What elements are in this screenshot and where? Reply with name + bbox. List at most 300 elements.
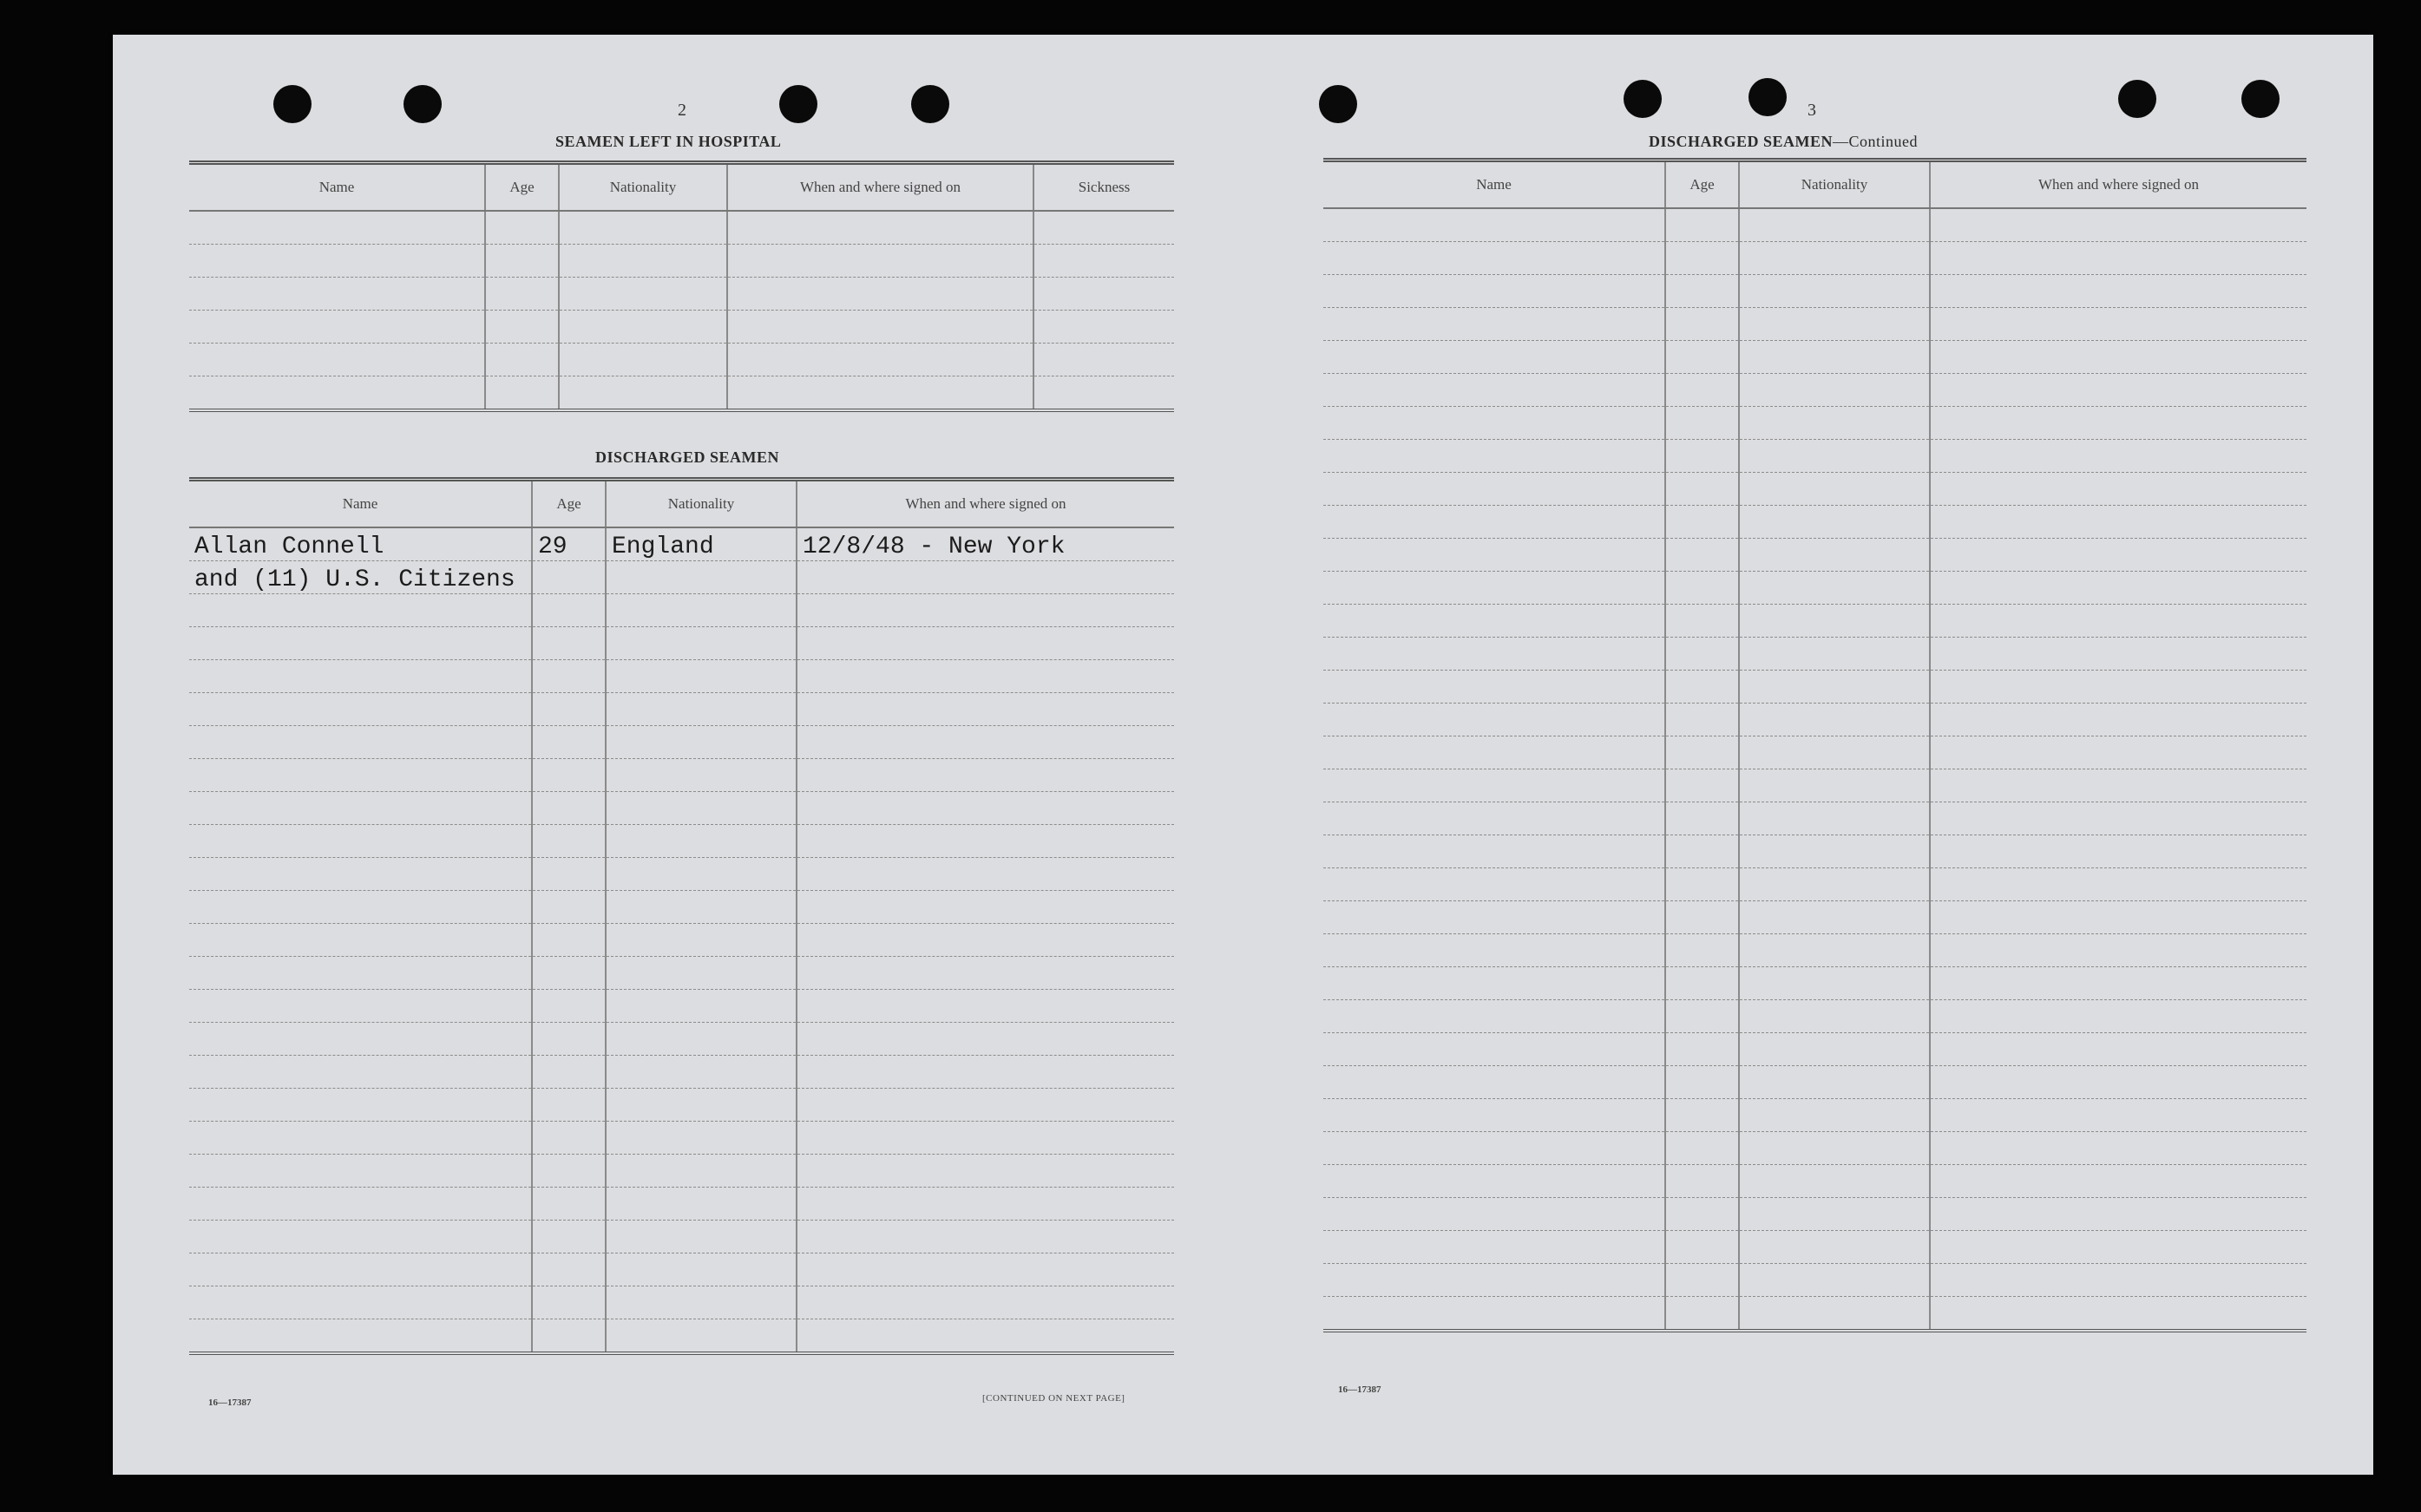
table-cell	[1930, 440, 2306, 473]
table-cell	[1323, 473, 1665, 506]
table-cell	[606, 924, 797, 957]
table-cell	[1739, 1231, 1930, 1264]
table-cell	[606, 1089, 797, 1122]
table-cell	[189, 627, 532, 660]
table-cell	[1930, 275, 2306, 308]
table-row	[189, 211, 1174, 245]
punch-hole	[1748, 78, 1787, 116]
table-cell	[1323, 1000, 1665, 1033]
table-cell	[1665, 704, 1739, 736]
table-cell	[606, 1188, 797, 1221]
table-cell	[797, 1188, 1174, 1221]
table-row	[1323, 208, 2306, 242]
table-cell	[1665, 1066, 1739, 1099]
table-cell	[1930, 934, 2306, 967]
manifest-sheet	[113, 35, 2373, 1475]
table-row	[1323, 374, 2306, 407]
table-cell	[606, 660, 797, 693]
table-cell	[1739, 1132, 1930, 1165]
table-row	[189, 1286, 1174, 1319]
table-cell	[1930, 572, 2306, 605]
punch-hole	[273, 85, 312, 123]
table-cell	[1739, 736, 1930, 769]
table-cell	[559, 211, 727, 245]
table-cell	[1323, 1099, 1665, 1132]
table-cell	[1739, 1033, 1930, 1066]
table-cell	[532, 594, 606, 627]
table-cell	[485, 311, 559, 344]
table-cell	[797, 1221, 1174, 1253]
table-cell	[1033, 311, 1174, 344]
table-cell	[1739, 1000, 1930, 1033]
table-cell	[1930, 208, 2306, 242]
table-cell	[1665, 374, 1739, 407]
table-cell	[189, 1056, 532, 1089]
table-cell	[1930, 967, 2306, 1000]
table-row	[189, 957, 1174, 990]
discharged-col-header: When and where signed on	[797, 480, 1174, 528]
table-cell	[797, 561, 1174, 594]
table-row	[1323, 802, 2306, 835]
table-cell	[1033, 344, 1174, 376]
table-cell	[1739, 506, 1930, 539]
table-row	[189, 1221, 1174, 1253]
table-cell	[1930, 308, 2306, 341]
table-row	[189, 1188, 1174, 1221]
table-cell	[1930, 638, 2306, 671]
table-cell	[606, 726, 797, 759]
form-number-left: 16—17387	[208, 1397, 252, 1408]
table-cell: and (11) U.S. Citizens	[189, 561, 532, 594]
discharged-col-header: Age	[532, 480, 606, 528]
table-row	[1323, 868, 2306, 901]
table-cell	[1665, 572, 1739, 605]
table-row	[1323, 440, 2306, 473]
table-cell	[797, 627, 1174, 660]
table-row	[1323, 1000, 2306, 1033]
table-cell	[727, 311, 1033, 344]
table-row	[189, 759, 1174, 792]
table-cell	[1323, 308, 1665, 341]
table-cell	[1930, 506, 2306, 539]
table-cell	[1665, 638, 1739, 671]
table-cell	[1665, 901, 1739, 934]
table-cell	[1739, 835, 1930, 868]
table-row	[189, 1319, 1174, 1354]
table-cell	[532, 858, 606, 891]
discharged-continued-title	[1649, 133, 1918, 151]
table-cell	[532, 825, 606, 858]
table-cell	[1323, 1231, 1665, 1264]
discharged-col-header: Nationality	[606, 480, 797, 528]
table-cell	[797, 825, 1174, 858]
table-cell	[189, 1089, 532, 1122]
table-cell	[532, 1023, 606, 1056]
table-cell	[1930, 473, 2306, 506]
hospital-col-header: Name	[189, 163, 485, 212]
table-cell	[727, 245, 1033, 278]
table-cell	[1739, 868, 1930, 901]
table-row	[189, 990, 1174, 1023]
table-row	[1323, 539, 2306, 572]
table-cell	[606, 792, 797, 825]
table-row	[1323, 506, 2306, 539]
table-cell	[1930, 341, 2306, 374]
table-cell	[797, 1155, 1174, 1188]
table-cell	[1665, 934, 1739, 967]
table-cell	[485, 344, 559, 376]
table-cell	[727, 376, 1033, 411]
table-cell	[1665, 736, 1739, 769]
table-cell	[189, 693, 532, 726]
table-cell	[532, 792, 606, 825]
hospital-col-header: When and where signed on	[727, 163, 1033, 212]
table-cell	[1665, 440, 1739, 473]
table-cell	[1930, 901, 2306, 934]
table-cell	[1930, 1264, 2306, 1297]
punch-hole	[1319, 85, 1357, 123]
table-row	[1323, 407, 2306, 440]
table-cell	[1739, 208, 1930, 242]
table-cell	[189, 1221, 532, 1253]
table-cell	[606, 561, 797, 594]
table-cell	[1665, 1033, 1739, 1066]
hospital-table	[189, 160, 1174, 412]
table-cell	[1323, 275, 1665, 308]
table-cell	[532, 759, 606, 792]
table-cell	[1033, 245, 1174, 278]
table-row	[189, 1155, 1174, 1188]
table-cell	[606, 693, 797, 726]
table-cell	[532, 1286, 606, 1319]
table-cell	[797, 891, 1174, 924]
continued-note: [CONTINUED ON NEXT PAGE]	[982, 1393, 1125, 1404]
table-row	[1323, 769, 2306, 802]
table-cell	[189, 245, 485, 278]
table-row	[1323, 1165, 2306, 1198]
discharged-continued-main: DISCHARGED SEAMEN	[1649, 133, 1834, 150]
table-row	[1323, 1066, 2306, 1099]
table-row	[189, 924, 1174, 957]
page-number-right: 3	[1808, 101, 1816, 120]
table-row	[189, 594, 1174, 627]
table-cell	[1739, 769, 1930, 802]
table-cell	[1665, 242, 1739, 275]
table-cell	[189, 311, 485, 344]
table-cell	[189, 1286, 532, 1319]
table-cell	[532, 990, 606, 1023]
table-row	[1323, 572, 2306, 605]
table-cell	[1930, 539, 2306, 572]
table-cell	[189, 211, 485, 245]
table-cell	[189, 990, 532, 1023]
table-row	[1323, 901, 2306, 934]
table-row	[189, 245, 1174, 278]
table-cell	[1323, 671, 1665, 704]
table-cell	[797, 924, 1174, 957]
table-cell	[1930, 1033, 2306, 1066]
table-cell	[1930, 704, 2306, 736]
table-row	[189, 278, 1174, 311]
table-cell	[1323, 1066, 1665, 1099]
table-cell	[797, 594, 1174, 627]
table-cell	[1665, 539, 1739, 572]
table-cell	[1323, 1297, 1665, 1332]
table-cell	[797, 1286, 1174, 1319]
table-row	[189, 792, 1174, 825]
table-cell	[559, 344, 727, 376]
table-cell	[1323, 769, 1665, 802]
table-cell	[559, 311, 727, 344]
table-cell	[606, 891, 797, 924]
table-cell: 29	[532, 527, 606, 561]
table-cell	[1930, 1066, 2306, 1099]
discharged-continued-col-header: Nationality	[1739, 160, 1930, 209]
table-cell	[189, 1122, 532, 1155]
table-cell	[1739, 308, 1930, 341]
table-cell	[189, 825, 532, 858]
table-row	[1323, 967, 2306, 1000]
table-cell	[1739, 572, 1930, 605]
table-cell	[1033, 278, 1174, 311]
table-cell	[1323, 1264, 1665, 1297]
table-cell	[189, 726, 532, 759]
table-cell	[485, 278, 559, 311]
table-cell	[1323, 341, 1665, 374]
table-cell	[1930, 835, 2306, 868]
table-cell	[1323, 572, 1665, 605]
table-cell	[606, 1155, 797, 1188]
table-row	[1323, 835, 2306, 868]
discharged-continued-table	[1323, 158, 2306, 1332]
table-cell	[1665, 1231, 1739, 1264]
table-cell	[1739, 242, 1930, 275]
form-number-right: 16—17387	[1338, 1384, 1381, 1395]
table-cell	[606, 990, 797, 1023]
table-cell	[532, 1056, 606, 1089]
table-row	[1323, 473, 2306, 506]
table-cell	[1739, 967, 1930, 1000]
table-cell	[1665, 967, 1739, 1000]
discharged-continued-col-header: Name	[1323, 160, 1665, 209]
table-cell	[606, 1023, 797, 1056]
table-cell: Allan Connell	[189, 527, 532, 561]
table-row	[1323, 736, 2306, 769]
table-cell	[485, 376, 559, 411]
table-row	[1323, 638, 2306, 671]
table-row	[189, 1056, 1174, 1089]
table-cell	[1930, 242, 2306, 275]
table-cell	[1739, 1165, 1930, 1198]
table-cell	[532, 891, 606, 924]
table-cell	[1739, 671, 1930, 704]
table-cell	[189, 1319, 532, 1354]
table-cell	[1739, 275, 1930, 308]
table-cell	[1739, 901, 1930, 934]
table-row	[189, 726, 1174, 759]
table-cell	[1739, 473, 1930, 506]
table-row	[1323, 1231, 2306, 1264]
table-cell	[189, 376, 485, 411]
table-cell	[532, 561, 606, 594]
table-cell	[797, 1122, 1174, 1155]
table-cell	[1930, 1198, 2306, 1231]
table-cell	[1323, 1132, 1665, 1165]
table-cell	[1739, 407, 1930, 440]
table-cell	[606, 1122, 797, 1155]
table-cell	[1739, 1297, 1930, 1332]
table-cell	[606, 858, 797, 891]
table-cell	[1323, 506, 1665, 539]
table-cell	[1665, 1165, 1739, 1198]
table-cell	[727, 344, 1033, 376]
table-cell	[1323, 1165, 1665, 1198]
table-cell	[797, 726, 1174, 759]
table-cell	[797, 1023, 1174, 1056]
table-cell	[1323, 605, 1665, 638]
table-cell	[1930, 1231, 2306, 1264]
discharged-section-title: DISCHARGED SEAMEN	[595, 448, 780, 466]
table-cell	[606, 825, 797, 858]
table-row	[189, 825, 1174, 858]
table-cell	[1665, 341, 1739, 374]
table-cell	[1665, 802, 1739, 835]
table-cell	[1323, 1033, 1665, 1066]
table-cell	[559, 278, 727, 311]
hospital-col-header: Age	[485, 163, 559, 212]
table-cell	[1323, 868, 1665, 901]
table-cell	[1323, 440, 1665, 473]
table-cell	[606, 1056, 797, 1089]
table-row	[189, 561, 1174, 594]
discharged-continued-col-header: Age	[1665, 160, 1739, 209]
hospital-col-header: Sickness	[1033, 163, 1174, 212]
table-row	[1323, 1264, 2306, 1297]
table-row	[1323, 242, 2306, 275]
table-cell	[1739, 539, 1930, 572]
table-row	[189, 1023, 1174, 1056]
hospital-col-header: Nationality	[559, 163, 727, 212]
table-cell	[1665, 671, 1739, 704]
table-cell	[1930, 868, 2306, 901]
table-cell	[606, 759, 797, 792]
table-cell	[1323, 242, 1665, 275]
table-row	[1323, 1198, 2306, 1231]
table-row	[1323, 671, 2306, 704]
table-cell	[1323, 638, 1665, 671]
table-row	[189, 527, 1174, 561]
table-cell	[532, 693, 606, 726]
table-cell	[1323, 1198, 1665, 1231]
table-cell	[189, 759, 532, 792]
table-cell	[532, 957, 606, 990]
table-cell	[606, 1319, 797, 1354]
table-cell	[532, 726, 606, 759]
table-cell	[1665, 605, 1739, 638]
table-cell	[1739, 638, 1930, 671]
table-cell	[797, 1319, 1174, 1354]
table-cell	[189, 792, 532, 825]
table-cell	[189, 924, 532, 957]
table-cell	[532, 1221, 606, 1253]
table-row	[1323, 1297, 2306, 1332]
table-row	[1323, 1132, 2306, 1165]
punch-hole	[2118, 80, 2156, 118]
table-cell	[1665, 1297, 1739, 1332]
punch-hole	[2241, 80, 2280, 118]
table-cell	[189, 660, 532, 693]
table-cell	[1930, 1132, 2306, 1165]
table-cell	[1323, 802, 1665, 835]
table-cell	[1323, 736, 1665, 769]
table-cell	[797, 957, 1174, 990]
hospital-section-title: SEAMEN LEFT IN HOSPITAL	[555, 133, 782, 150]
table-cell	[1930, 1099, 2306, 1132]
discharged-table	[189, 477, 1174, 1355]
table-row	[189, 660, 1174, 693]
table-cell	[1665, 1264, 1739, 1297]
table-cell	[1930, 407, 2306, 440]
table-cell	[532, 1122, 606, 1155]
table-cell	[1033, 211, 1174, 245]
table-cell	[485, 211, 559, 245]
table-cell	[1323, 374, 1665, 407]
table-row	[1323, 1099, 2306, 1132]
table-cell	[189, 278, 485, 311]
table-cell	[532, 1319, 606, 1354]
table-cell	[532, 1089, 606, 1122]
table-cell: England	[606, 527, 797, 561]
table-cell	[1739, 605, 1930, 638]
table-cell	[189, 957, 532, 990]
table-cell	[189, 1253, 532, 1286]
table-cell	[1739, 341, 1930, 374]
table-cell	[559, 376, 727, 411]
table-cell	[606, 957, 797, 990]
table-cell	[1665, 208, 1739, 242]
table-row	[189, 344, 1174, 376]
table-row	[1323, 1033, 2306, 1066]
table-cell	[606, 627, 797, 660]
page-number-left: 2	[678, 101, 686, 120]
table-cell	[1323, 407, 1665, 440]
table-cell	[1033, 376, 1174, 411]
table-cell	[1323, 835, 1665, 868]
table-cell	[1930, 802, 2306, 835]
table-cell	[1665, 506, 1739, 539]
table-cell	[797, 1253, 1174, 1286]
table-cell	[1930, 671, 2306, 704]
punch-hole	[911, 85, 949, 123]
table-cell	[1930, 1000, 2306, 1033]
table-cell	[1930, 769, 2306, 802]
table-cell	[1739, 704, 1930, 736]
table-cell	[1323, 934, 1665, 967]
table-cell	[797, 1056, 1174, 1089]
table-cell	[1665, 407, 1739, 440]
table-row	[189, 1122, 1174, 1155]
table-cell	[1665, 1198, 1739, 1231]
discharged-continued-suffix: —Continued	[1833, 133, 1919, 150]
table-cell	[189, 1188, 532, 1221]
table-cell	[1739, 1198, 1930, 1231]
table-cell	[1739, 1099, 1930, 1132]
table-cell	[1665, 275, 1739, 308]
table-cell	[189, 891, 532, 924]
table-cell	[532, 1155, 606, 1188]
table-row	[1323, 704, 2306, 736]
table-cell	[1739, 934, 1930, 967]
